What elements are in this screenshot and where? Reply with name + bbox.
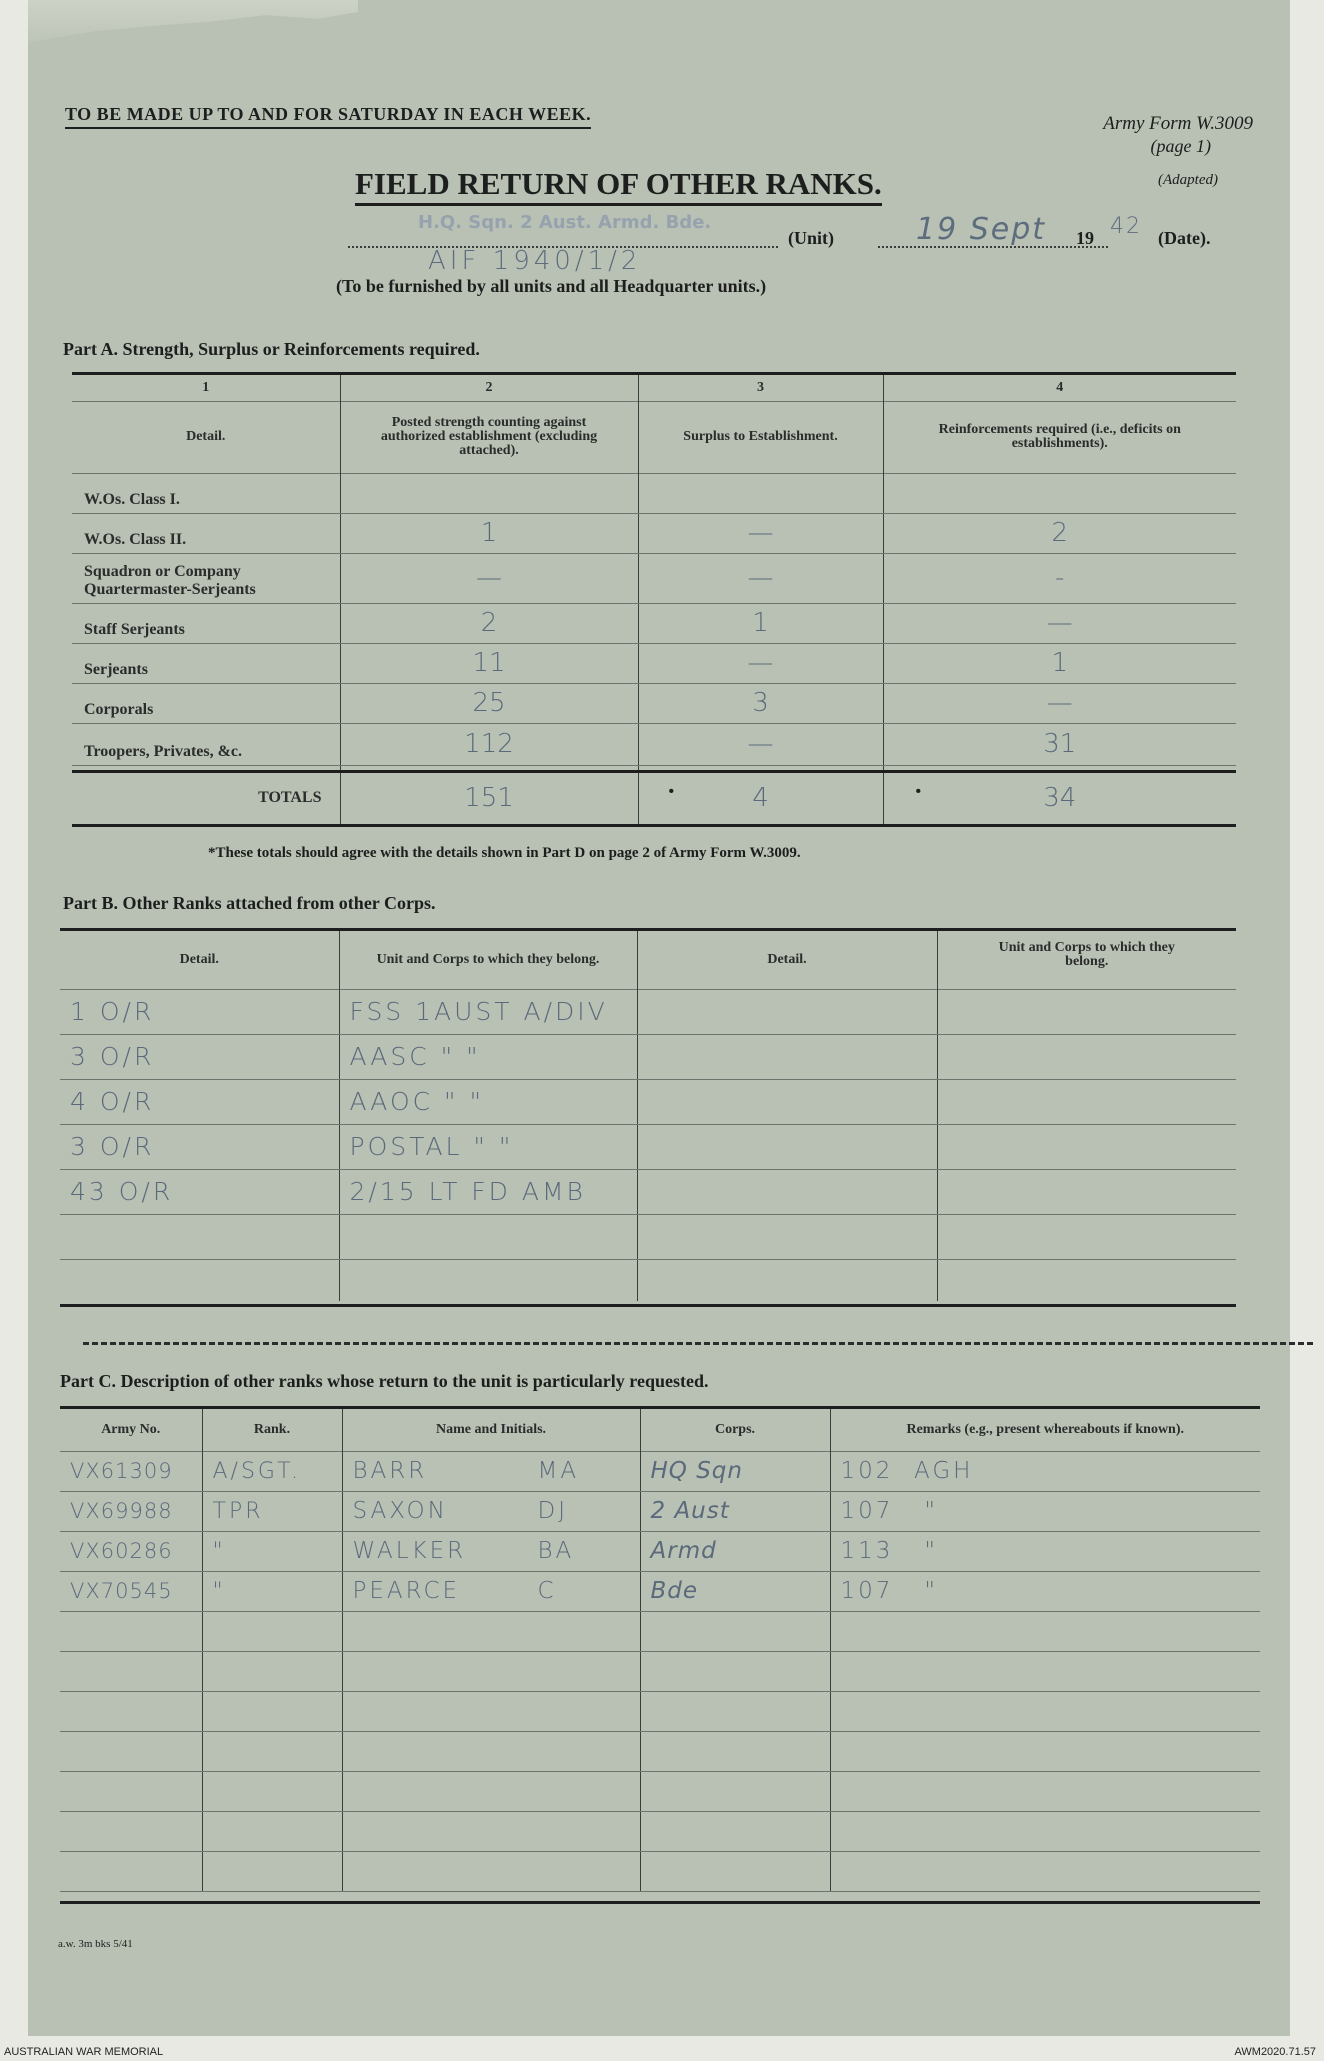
remarks: [830, 1451, 1260, 1491]
year-prefix: 19: [1076, 228, 1094, 248]
army-number-text: VX60286: [70, 1539, 173, 1563]
part-c-row: [60, 1451, 1260, 1491]
attached-detail: 3 O/R: [60, 1034, 339, 1079]
name: [342, 1651, 640, 1691]
corps: [640, 1651, 830, 1691]
remarks: [830, 1811, 1260, 1851]
column-header: Rank.: [202, 1409, 342, 1451]
attached-unit: AASC " ": [339, 1034, 637, 1079]
army-number: [60, 1651, 202, 1691]
part-c-row: [60, 1571, 1260, 1611]
posted-strength: 11: [340, 643, 638, 683]
total-surplus: 4: [752, 783, 769, 813]
name: [342, 1451, 640, 1491]
unit-stamp: H.Q. Sqn. 2 Aust. Armd. Bde.: [418, 212, 712, 233]
army-number: [60, 1771, 202, 1811]
attached-unit-right: [937, 1169, 1236, 1214]
attached-unit-right: [937, 1079, 1236, 1124]
date-label: (Date).: [1158, 228, 1211, 248]
part-b-bottom-rule: [60, 1304, 1236, 1307]
remarks-text: 107 ": [840, 1498, 938, 1524]
column-header: Remarks (e.g., present whereabouts if known).: [830, 1409, 1260, 1451]
posted-strength: 25: [340, 683, 638, 723]
corps: [640, 1531, 830, 1571]
total-posted: 151: [340, 771, 638, 825]
name-text: BARR: [352, 1458, 428, 1484]
surplus-value: —: [638, 723, 883, 765]
remarks: [830, 1691, 1260, 1731]
column-header: Detail.: [186, 429, 226, 444]
part-a-title: Part A. Strength, Surplus or Reinforcements required.: [63, 339, 480, 359]
name: [342, 1611, 640, 1651]
part-c-row: [60, 1771, 1260, 1811]
row-detail: W.Os. Class I.: [72, 473, 340, 513]
corps-text: HQ Sqn: [650, 1458, 743, 1484]
name-text: WALKER: [352, 1538, 467, 1564]
name-text: SAXON: [352, 1498, 448, 1524]
form-adapted: (Adapted): [1158, 172, 1218, 188]
corps: [640, 1571, 830, 1611]
asterisk-mark: •: [915, 780, 922, 800]
row-detail: Serjeants: [72, 643, 340, 683]
remarks: [830, 1651, 1260, 1691]
rank: [202, 1571, 342, 1611]
aif-note: AIF 1940/1/2: [428, 246, 642, 276]
part-b-row: [60, 1124, 1236, 1169]
row-detail: Staff Serjeants: [72, 603, 340, 643]
footer-institution: AUSTRALIAN WAR MEMORIAL: [4, 2046, 164, 2058]
row-detail: Corporals: [72, 683, 340, 723]
part-a-footnote: *These totals should agree with the details shown in Part D on page 2 of Army Form W.3009.: [208, 845, 801, 861]
rank: [202, 1651, 342, 1691]
furnish-note: (To be furnished by all units and all Headquarter units.): [336, 276, 767, 296]
attached-detail: 3 O/R: [60, 1124, 339, 1169]
part-c-table: [60, 1409, 1260, 1892]
corps-text: Armd: [650, 1538, 717, 1564]
part-a-row: [72, 603, 1236, 643]
attached-unit: 2/15 LT FD AMB: [339, 1169, 637, 1214]
attached-detail: 43 O/R: [60, 1169, 339, 1214]
rank: [202, 1491, 342, 1531]
remarks-text: 102 AGH: [840, 1458, 974, 1484]
part-c-row: [60, 1731, 1260, 1771]
surplus-value: 1: [638, 603, 883, 643]
remarks-text: 107 ": [840, 1578, 938, 1604]
col-number: 3: [638, 375, 883, 401]
initials-text: MA: [537, 1458, 580, 1484]
attached-detail: [60, 1214, 339, 1259]
total-reinf: 34: [1043, 783, 1077, 813]
asterisk-mark: •: [668, 780, 675, 800]
column-header: Reinforcements required (i.e., deficits on establishments).: [883, 401, 1236, 473]
column-header: Surplus to Establishment.: [638, 401, 883, 473]
part-a-row: [72, 553, 1236, 603]
part-c-row: [60, 1851, 1260, 1891]
part-b-row: [60, 1214, 1236, 1259]
part-b-header-row: [60, 931, 1236, 989]
remarks: [830, 1571, 1260, 1611]
part-b-title: Part B. Other Ranks attached from other Corps.: [63, 893, 436, 913]
torn-edge: [28, 0, 358, 54]
attached-detail-right: [637, 1214, 937, 1259]
rank: [202, 1451, 342, 1491]
part-b-row: [60, 1169, 1236, 1214]
surplus-value: —: [638, 643, 883, 683]
column-header: Unit and Corps to which they belong.: [339, 931, 637, 989]
rank-text: TPR: [212, 1498, 264, 1524]
army-number: [60, 1531, 202, 1571]
attached-detail-right: [637, 1124, 937, 1169]
corps-text: 2 Aust: [650, 1498, 730, 1524]
part-a-row: [72, 513, 1236, 553]
attached-detail-right: [637, 1079, 937, 1124]
col-number: 2: [340, 375, 638, 401]
reinforcements-value: —: [883, 683, 1236, 723]
part-c-row: [60, 1531, 1260, 1571]
army-number: [60, 1491, 202, 1531]
remarks: [830, 1731, 1260, 1771]
army-number-text: VX61309: [70, 1459, 173, 1483]
remarks: [830, 1771, 1260, 1811]
column-header: Detail.: [637, 931, 937, 989]
footer-accession: AWM2020.71.57: [1234, 2046, 1316, 2058]
part-c-title: Part C. Description of other ranks whose return to the unit is particularly requested.: [60, 1371, 709, 1391]
column-header: Corps.: [640, 1409, 830, 1451]
date-written: 19 Sept: [916, 212, 1047, 247]
row-detail: W.Os. Class II.: [72, 513, 340, 553]
part-c-bottom-rule: [60, 1901, 1260, 1904]
remarks-text: 113 ": [840, 1538, 938, 1564]
unit-label: (Unit): [788, 228, 834, 248]
part-c-row: [60, 1691, 1260, 1731]
surplus-value: 3: [638, 683, 883, 723]
part-c-row: [60, 1651, 1260, 1691]
initials-text: C: [537, 1578, 557, 1604]
surplus-value: [638, 473, 883, 513]
army-number-text: VX70545: [70, 1579, 173, 1603]
column-header: Unit and Corps to which they belong.: [937, 931, 1236, 989]
name: [342, 1691, 640, 1731]
army-number: [60, 1691, 202, 1731]
form-page: (page 1): [1150, 136, 1211, 156]
instruction-line: TO BE MADE UP TO AND FOR SATURDAY IN EACH WEEK.: [65, 104, 591, 129]
part-b-table: [60, 931, 1236, 1301]
posted-strength: [340, 473, 638, 513]
part-a-row: [72, 473, 1236, 513]
name: [342, 1771, 640, 1811]
army-number-text: VX69988: [70, 1499, 173, 1523]
attached-unit-right: [937, 989, 1236, 1034]
attached-unit: FSS 1AUST A/DIV: [339, 989, 637, 1034]
corps: [640, 1811, 830, 1851]
print-code: a.w. 3m bks 5/41: [58, 1938, 133, 1950]
attached-unit: AAOC " ": [339, 1079, 637, 1124]
posted-strength: 2: [340, 603, 638, 643]
name: [342, 1571, 640, 1611]
totals-row: [72, 771, 1236, 825]
reinforcements-value: —: [883, 603, 1236, 643]
reinforcements-value: 31: [883, 723, 1236, 765]
attached-detail-right: [637, 1034, 937, 1079]
posted-strength: 1: [340, 513, 638, 553]
army-number: [60, 1451, 202, 1491]
reinforcements-value: -: [883, 553, 1236, 603]
col-number: 1: [202, 379, 210, 395]
rank: [202, 1691, 342, 1731]
part-b-row: [60, 1034, 1236, 1079]
corps: [640, 1491, 830, 1531]
attached-unit: POSTAL " ": [339, 1124, 637, 1169]
rank-text: ": [212, 1538, 226, 1564]
part-a-row: [72, 683, 1236, 723]
rank: [202, 1531, 342, 1571]
corps: [640, 1691, 830, 1731]
corps: [640, 1731, 830, 1771]
remarks: [830, 1491, 1260, 1531]
attached-detail: 4 O/R: [60, 1079, 339, 1124]
form-name: Army Form W.3009: [1103, 113, 1253, 134]
rank-text: A/SGT.: [212, 1458, 302, 1484]
part-b-row: [60, 1079, 1236, 1124]
attached-detail-right: [637, 1169, 937, 1214]
remarks: [830, 1611, 1260, 1651]
perforation-line: [83, 1342, 1313, 1345]
attached-unit-right: [937, 1124, 1236, 1169]
rank: [202, 1771, 342, 1811]
part-c-header-row: [60, 1409, 1260, 1451]
posted-strength: —: [340, 553, 638, 603]
total-surplus-cell: [638, 771, 883, 825]
reinforcements-value: 1: [883, 643, 1236, 683]
column-header: Posted strength counting against authorized establishment (excluding attached).: [340, 401, 638, 473]
total-reinf-cell: [883, 771, 1236, 825]
corps: [640, 1851, 830, 1891]
row-detail: Squadron or Company Quartermaster-Serjeants: [72, 553, 340, 603]
form-sheet: [28, 0, 1290, 2036]
part-b-row: [60, 989, 1236, 1034]
army-number: [60, 1811, 202, 1851]
part-c-row: [60, 1611, 1260, 1651]
reinforcements-value: [883, 473, 1236, 513]
army-number: [60, 1611, 202, 1651]
col-number: 4: [883, 375, 1236, 401]
attached-detail-right: [637, 989, 937, 1034]
part-a-header-row: [72, 401, 1236, 473]
posted-strength: 112: [340, 723, 638, 765]
part-a-row: [72, 723, 1236, 765]
year-suffix: 42: [1110, 214, 1142, 239]
surplus-value: —: [638, 553, 883, 603]
name: [342, 1491, 640, 1531]
row-detail: Troopers, Privates, &c.: [72, 723, 340, 765]
attached-detail: 1 O/R: [60, 989, 339, 1034]
name: [342, 1851, 640, 1891]
rank: [202, 1611, 342, 1651]
name: [342, 1731, 640, 1771]
attached-unit: [339, 1214, 637, 1259]
initials-text: DJ: [537, 1498, 568, 1524]
corps: [640, 1451, 830, 1491]
name-text: PEARCE: [352, 1578, 461, 1604]
page-title: FIELD RETURN OF OTHER RANKS.: [355, 166, 882, 206]
rank-text: ": [212, 1578, 226, 1604]
part-c-row: [60, 1491, 1260, 1531]
attached-unit-right: [937, 1034, 1236, 1079]
corps: [640, 1771, 830, 1811]
army-number: [60, 1571, 202, 1611]
corps-text: Bde: [650, 1578, 699, 1604]
totals-label: TOTALS: [258, 789, 322, 806]
rank: [202, 1851, 342, 1891]
army-number: [60, 1851, 202, 1891]
name: [342, 1811, 640, 1851]
part-a-row: [72, 643, 1236, 683]
column-header: Detail.: [179, 951, 219, 967]
initials-text: BA: [537, 1538, 575, 1564]
army-number: [60, 1731, 202, 1771]
remarks: [830, 1851, 1260, 1891]
archive-footer: [0, 2046, 1324, 2061]
column-header: Name and Initials.: [342, 1409, 640, 1451]
attached-unit-right: [937, 1214, 1236, 1259]
column-header: Army No.: [101, 1421, 161, 1437]
rank: [202, 1731, 342, 1771]
remarks: [830, 1531, 1260, 1571]
name: [342, 1531, 640, 1571]
part-a-number-row: [72, 375, 1236, 401]
part-a-table: [72, 375, 1236, 827]
corps: [640, 1611, 830, 1651]
rank: [202, 1811, 342, 1851]
surplus-value: —: [638, 513, 883, 553]
reinforcements-value: 2: [883, 513, 1236, 553]
part-c-row: [60, 1811, 1260, 1851]
